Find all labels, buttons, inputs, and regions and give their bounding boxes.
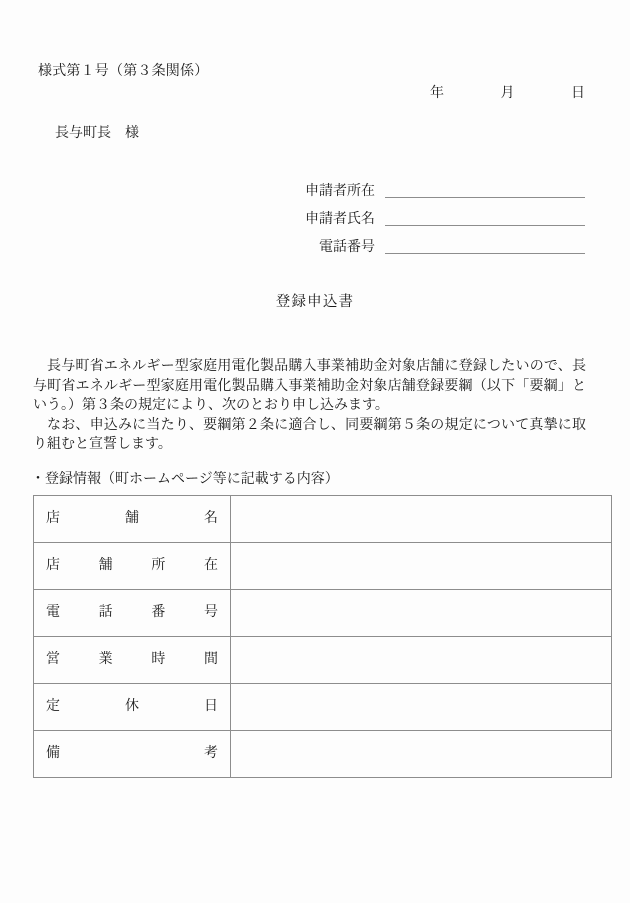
applicant-address-row (290, 173, 585, 201)
label-chars (46, 557, 218, 575)
row-label-shop-address (34, 543, 231, 590)
table-row (34, 637, 612, 684)
addressee: 長与町長 様 (55, 126, 139, 141)
label-char: 定 (46, 699, 60, 714)
row-value-regular-holiday[interactable] (231, 684, 612, 731)
table-row (34, 731, 612, 778)
applicant-details-block (290, 173, 585, 257)
label-char: 備 (46, 746, 60, 761)
label-chars (46, 745, 218, 763)
label-chars (46, 510, 218, 528)
table-row (34, 684, 612, 731)
label-char: 話 (98, 605, 113, 620)
date-day-label: 日 (571, 86, 585, 101)
registration-info-table (33, 495, 612, 778)
label-char: 号 (203, 605, 218, 620)
label-char: 営 (46, 652, 60, 667)
label-char: 舗 (98, 558, 113, 573)
date-line (430, 84, 585, 104)
applicant-phone-row (290, 229, 585, 257)
applicant-address-label: 申請者所在 (305, 184, 375, 199)
row-label-business-hours (34, 637, 231, 684)
table-row (34, 590, 612, 637)
label-chars (46, 604, 218, 622)
label-char: 間 (203, 652, 218, 667)
body-paragraph-1: 長与町省エネルギー型家庭用電化製品購入事業補助金対象店舗に登録したいので、長与町省エネルギー型家庭用電化製品購入事業補助金対象店舗登録要綱（以下「要綱」という。）第３条の規定により、次のとおり申し込みます。 (33, 359, 586, 413)
label-chars (46, 651, 218, 669)
applicant-phone-label: 電話番号 (319, 240, 375, 255)
document-title: 登録申込書 (275, 294, 355, 310)
row-label-shop-name (34, 496, 231, 543)
row-label-phone-number (34, 590, 231, 637)
label-char: 電 (46, 605, 60, 620)
body-text (33, 357, 586, 455)
body-paragraph-2: なお、申込みに当たり、要綱第２条に適合し、同要綱第５条の規定について真摯に取り組むと宣誓します。 (33, 417, 586, 452)
table-row (34, 543, 612, 590)
row-label-remarks (34, 731, 231, 778)
row-value-phone-number[interactable] (231, 590, 612, 637)
label-char: 店 (46, 558, 60, 573)
label-char: 名 (204, 511, 218, 526)
row-label-regular-holiday (34, 684, 231, 731)
label-char: 所 (151, 558, 166, 573)
label-char: 舗 (125, 511, 139, 526)
form-number: 様式第１号（第３条関係） (38, 64, 209, 79)
date-month-label: 月 (500, 86, 515, 101)
applicant-name-label: 申請者氏名 (305, 212, 375, 227)
applicant-name-row (290, 201, 585, 229)
label-char: 時 (151, 652, 166, 667)
row-value-remarks[interactable] (231, 731, 612, 778)
table-row (34, 496, 612, 543)
row-value-shop-name[interactable] (231, 496, 612, 543)
applicant-address-input[interactable] (385, 197, 585, 198)
applicant-phone-input[interactable] (385, 253, 585, 254)
label-char: 日 (204, 699, 218, 714)
row-value-business-hours[interactable] (231, 637, 612, 684)
label-char: 店 (46, 511, 60, 526)
row-value-shop-address[interactable] (231, 543, 612, 590)
registration-section-heading: ・登録情報（町ホームページ等に記載する内容） (31, 472, 339, 487)
applicant-name-input[interactable] (385, 225, 585, 226)
label-chars (46, 698, 218, 716)
label-char: 番 (151, 605, 166, 620)
label-char: 休 (125, 699, 139, 714)
label-char: 考 (204, 746, 218, 761)
label-char: 在 (203, 558, 218, 573)
date-year-label: 年 (430, 86, 444, 101)
label-char: 業 (98, 652, 113, 667)
